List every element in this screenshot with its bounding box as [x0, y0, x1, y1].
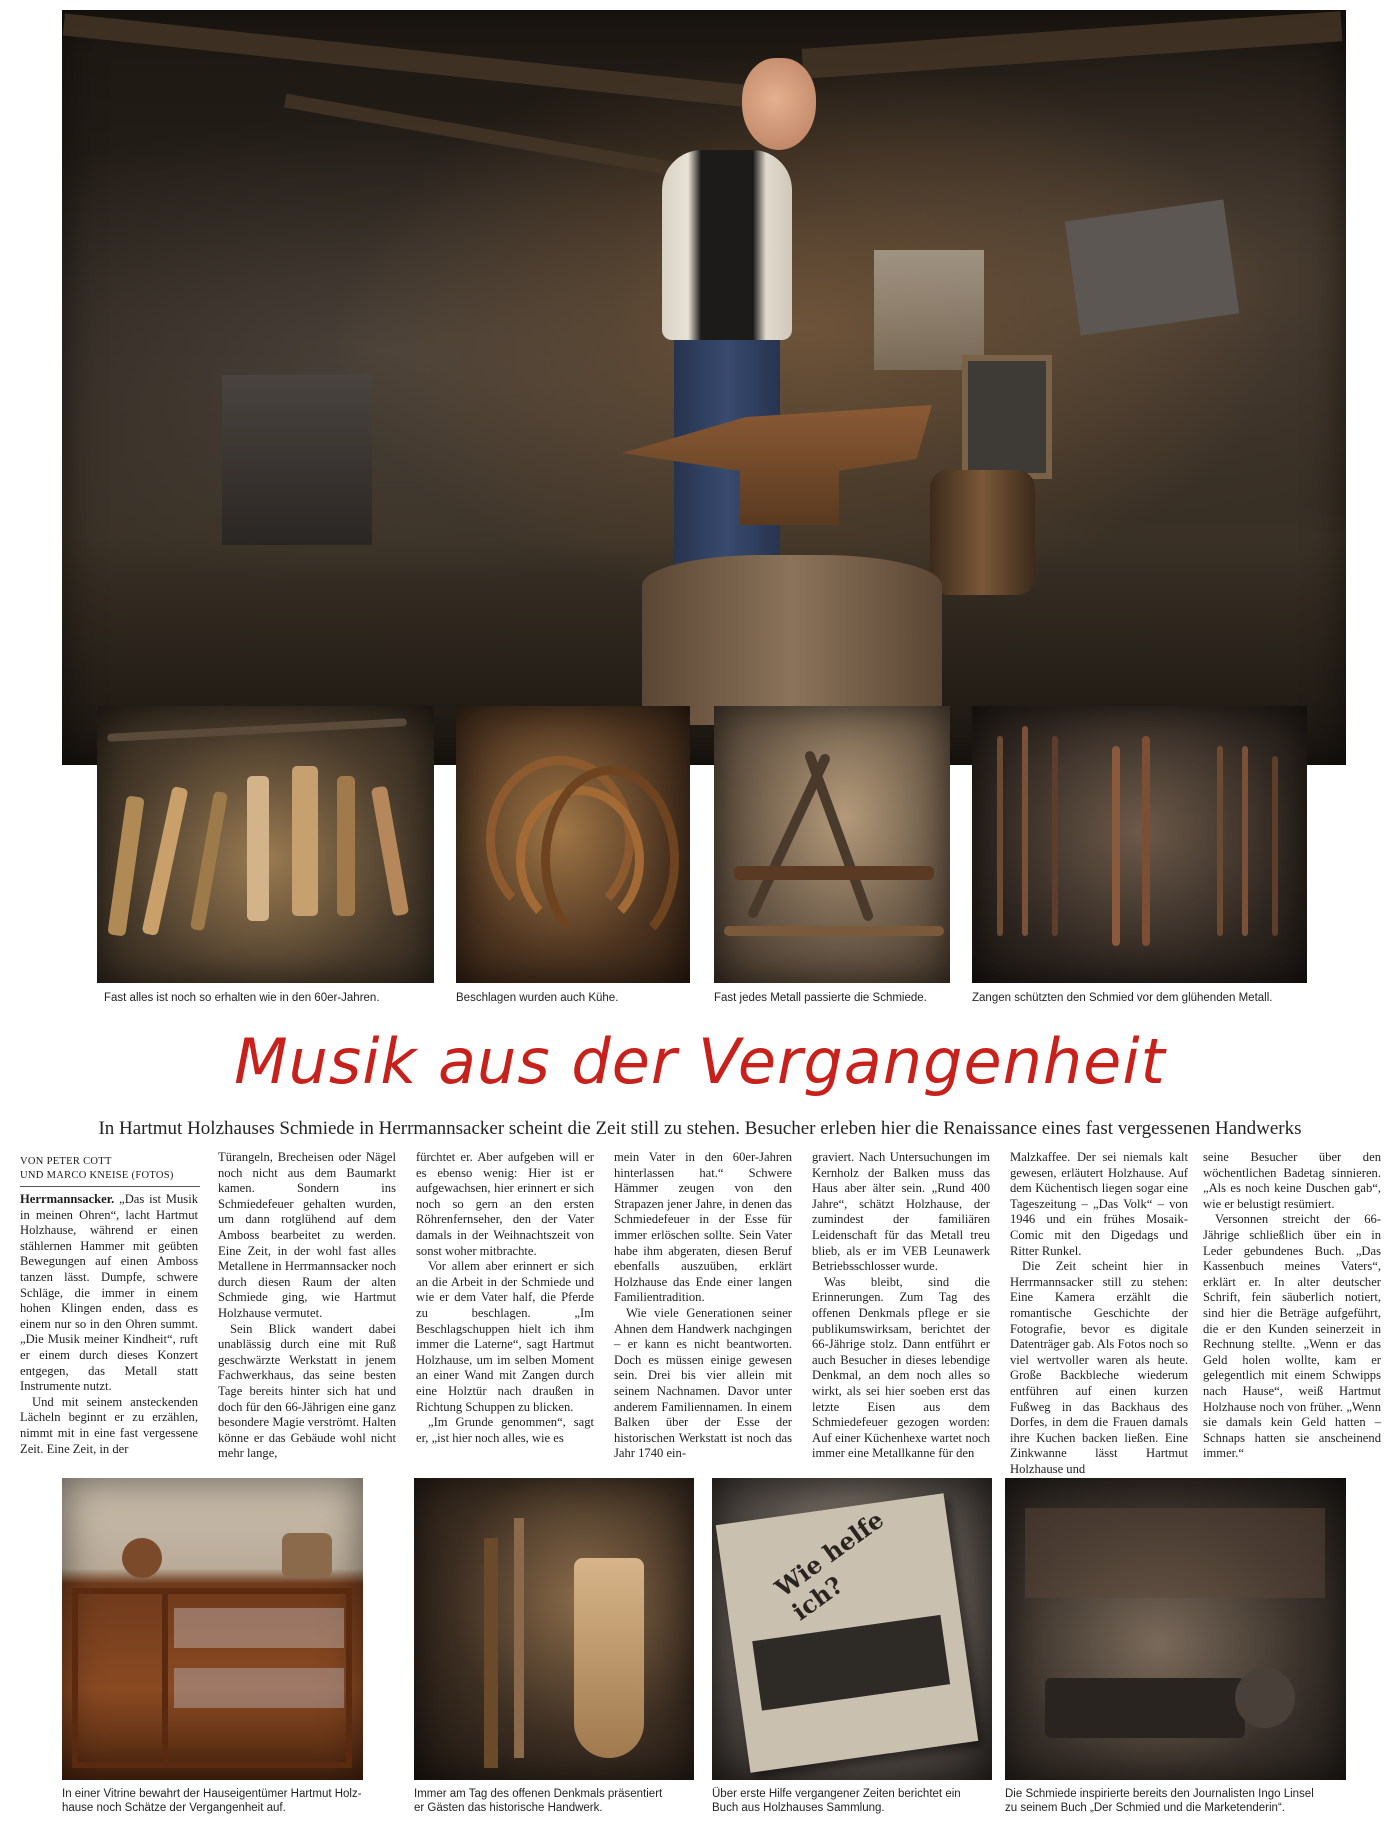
- metal-plate: [1065, 199, 1239, 335]
- paragraph: „Das ist Musik in meinen Ohren“, lacht Hartmut Holzhause, während er einen stählernen Hammer mit geübten Bewegungen auf einen Amboss tanzen lässt. Dumpfe, schwere Schläge, die immer in einem hohen Klingen enden, dass es einem nur so in den Ohren summt. „Die Musik meiner Kindheit“, ruft er einem durch dieses Konzert entgegen, das Metall statt Instrumente nutzt.: [20, 1192, 198, 1394]
- thumbnail-caption: Zangen schützten den Schmied vor dem glühenden Metall.: [972, 992, 1273, 1004]
- paragraph: Versonnen streicht der 66-Jährige schließlich über ein in Leder gebundenes Buch. „Das Kassenbuch meines Vaters“, erklärt er. In alter deutscher Schrift, fein säuberlich notiert, sind hier die Beträge aufgeführt, die er den Kunden seinerzeit in Rechnung stellte. „Wenn er das Geld holen wollte, kam er gelegentlich mit einem Schwipps nach Hause“, weiß Hartmut Holzhause noch von früher. „Wenn sie damals kein Geld hatten – Schnaps hatten sie anscheinend immer.“: [1203, 1212, 1381, 1461]
- byline: [20, 1155, 200, 1187]
- paragraph: Was bleibt, sind die Erinnerungen. Zum Tag des offenen Denkmals pflege er sie publikumswirksam, berichtet der 66-Jährige stolz. Dann entführt er auch Besucher in dieses lebendige Denkmal, an dem noch alles so wirkt, als sei hier soeben erst das letzte Eisen aus dem Schmiedefeuer gezogen worden: Auf einer Küchenhexe wartet noch immer eine Metallkanne für den: [812, 1274, 990, 1461]
- photo-caption: Über erste Hilfe vergangener Zeiten berichtet ein Buch aus Holzhauses Sammlung.: [712, 1788, 961, 1814]
- thumbnail-tongs: [972, 706, 1307, 983]
- anvil: [622, 405, 932, 525]
- margin-artifact: [1352, 832, 1355, 850]
- anvil-stump: [642, 555, 942, 725]
- paragraph: mein Vater in den 60er-Jahren hinterlassen hat.“ Schwere Hämmer zeugen von den Strapazen jener Jahre, in denen das Schmiedefeuer in der Esse für immer erlöschen sollte. Sein Vater habe ihm abgeraten, diesen Beruf ebenfalls auszuüben, erklärt Holzhause das Ende einer langen Familientradition.: [614, 1150, 792, 1305]
- paragraph: Und mit seinem ansteckenden Lächeln beginnt er zu erzählen, nimmt mit in eine fast vergessene Zeit. Eine Zeit, in der: [20, 1394, 198, 1456]
- paragraph: Die Zeit scheint hier in Herrmannsacker still zu stehen: Eine Kamera erzählt die romantische Geschichte der Fotografie, bevor es digitale Datenträger gab. Als Fotos noch so viel wertvoller waren als heute. Große Backbleche wiederum entführen auf einen kurzen Fußweg in das Backhaus des Dorfes, in dem die Frauen damals ihre Kuchen backen ließen. Eine Zinkwanne lässt Hartmut Holzhause und: [1010, 1259, 1188, 1476]
- article-column-7: [1203, 1150, 1381, 1462]
- dateline: Herrmannsacker.: [20, 1192, 115, 1206]
- paragraph: Sein Blick wandert dabei unablässig durch eine mit Ruß geschwärzte Werkstatt in jenem Fachwerkhaus, das seine besten Tage bereits hinter sich hat und doch für den 66-Jährigen eine ganz besondere Magie verströmt. Halten könne er das Gebäude wohl nicht mehr lange,: [218, 1321, 396, 1461]
- photo-caption: Immer am Tag des offenen Denkmals präsentiert er Gästen das historische Handwerk.: [414, 1788, 663, 1814]
- paragraph: seine Besucher über den wöchentlichen Badetag sinnieren. „Als es noch keine Duschen gab“, wie er belustigt resümiert.: [1203, 1150, 1381, 1211]
- blacksmith-head: [742, 58, 816, 150]
- paragraph: Wie viele Generationen seiner Ahnen dem Handwerk nachgingen – er kann es nicht beantworten. Doch es müssen einige gewesen sein. Drei bis vier allein mit seinem Nachnamen. Davor unter anderem Familiennamen. In einem Balken über der Esse der historischen Werkstatt ist noch das Jahr 1740 ein-: [614, 1305, 792, 1461]
- workshop-window: [874, 250, 984, 370]
- article-subheadline: In Hartmut Holzhauses Schmiede in Herrmannsacker scheint die Zeit still zu stehen. Besucher erleben hier die Renaissance eines fast vergessenen Handwerks: [98, 1118, 1302, 1139]
- thumbnail-caption: Fast jedes Metall passierte die Schmiede.: [714, 992, 927, 1004]
- photo-workshop-tools: [414, 1478, 694, 1780]
- grinding-machine: [222, 375, 372, 545]
- wall-frame: [962, 355, 1052, 479]
- article-column-5: [812, 1150, 990, 1462]
- photo-caption: Die Schmiede inspirierte bereits den Journalisten Ingo Linsel zu seinem Buch „Der Schmied und die Marketenderin“.: [1005, 1788, 1314, 1814]
- article-column-6: [1010, 1150, 1188, 1477]
- photo-first-aid-book: [712, 1478, 992, 1780]
- paragraph: Türangeln, Brecheisen oder Nägel noch nicht aus dem Baumarkt kamen. Sondern ins Schmiedefeuer gehalten wurden, um dann rotglühend auf dem Amboss bearbeitet zu werden. Eine Zeit, in der wohl fast alles Metallene in Herrmannsacker noch durch diesen Raum der alten Schmiede ging, wie Hartmut Holzhause vermutet.: [218, 1150, 396, 1320]
- paragraph: fürchtet er. Aber aufgeben will er es ebenso wenig: Hier ist er aufgewachsen, hier erinnert er sich noch so gern an den ersten Röhrenfernseher, den der Vater damals in der Weihnachtszeit von sonst woher mitbrachte.: [416, 1150, 594, 1258]
- blacksmith-figure: [662, 150, 792, 340]
- article-column-2: [218, 1150, 396, 1462]
- article-headline: Musik aus der Vergangenheit: [234, 1025, 1166, 1098]
- hero-photo: [62, 10, 1346, 765]
- paragraph: graviert. Nach Untersuchungen im Kernholz der Balken muss das Haus aber älter sein. „Rund 400 Jahre“, schätzt Holzhause, der zumindest der familiären Leidenschaft für das Metall treu blieb, als er im VEB Leunawerk Betriebsschlosser wurde.: [812, 1150, 990, 1274]
- byline-author: VON PETER COTT: [20, 1156, 112, 1167]
- paragraph: Malzkaffee. Der sei niemals kalt gewesen, erläutert Holzhause. Auf dem Küchentisch liegen sogar eine Tageszeitung – „Das Volk“ – von 1946 und ein frühes Mosaik-Comic mit den Digedags und Ritter Runkel.: [1010, 1150, 1188, 1258]
- thumbnail-horseshoes: [456, 706, 690, 983]
- article-column-3: [416, 1150, 594, 1446]
- photo-smithy-interior: [1005, 1478, 1346, 1780]
- book-title: Wie helfe ich?: [769, 1504, 890, 1627]
- byline-photographer: UND MARCO KNEISE (FOTOS): [20, 1170, 174, 1181]
- thumbnail-tools: [97, 706, 434, 983]
- photo-caption: In einer Vitrine bewahrt der Hauseigentümer Hartmut Holz- hause noch Schätze der Vergangenheit auf.: [62, 1788, 362, 1814]
- article-column-4: [614, 1150, 792, 1462]
- thumbnail-caption: Fast alles ist noch so erhalten wie in den 60er-Jahren.: [104, 992, 380, 1004]
- paragraph: Vor allem aber erinnert er sich an die Arbeit in der Schmiede und wie er dem Vater half, die Pferde zu beschlagen. „Im Beschlagschuppen hielt ich ihm immer die Laterne“, sagt Hartmut Holzhause, um im selben Moment an einer Wand mit Zangen durch eine Holztür nach draußen in Richtung Schuppen zu blicken.: [416, 1259, 594, 1414]
- photo-vitrine: [62, 1478, 363, 1780]
- thumbnail-metal-tools: [714, 706, 950, 983]
- article-column-1: [20, 1192, 198, 1457]
- thumbnail-caption: Beschlagen wurden auch Kühe.: [456, 992, 619, 1004]
- paragraph: „Im Grunde genommen“, sagt er, „ist hier noch alles, wie es: [416, 1415, 594, 1445]
- wooden-barrel: [930, 470, 1035, 595]
